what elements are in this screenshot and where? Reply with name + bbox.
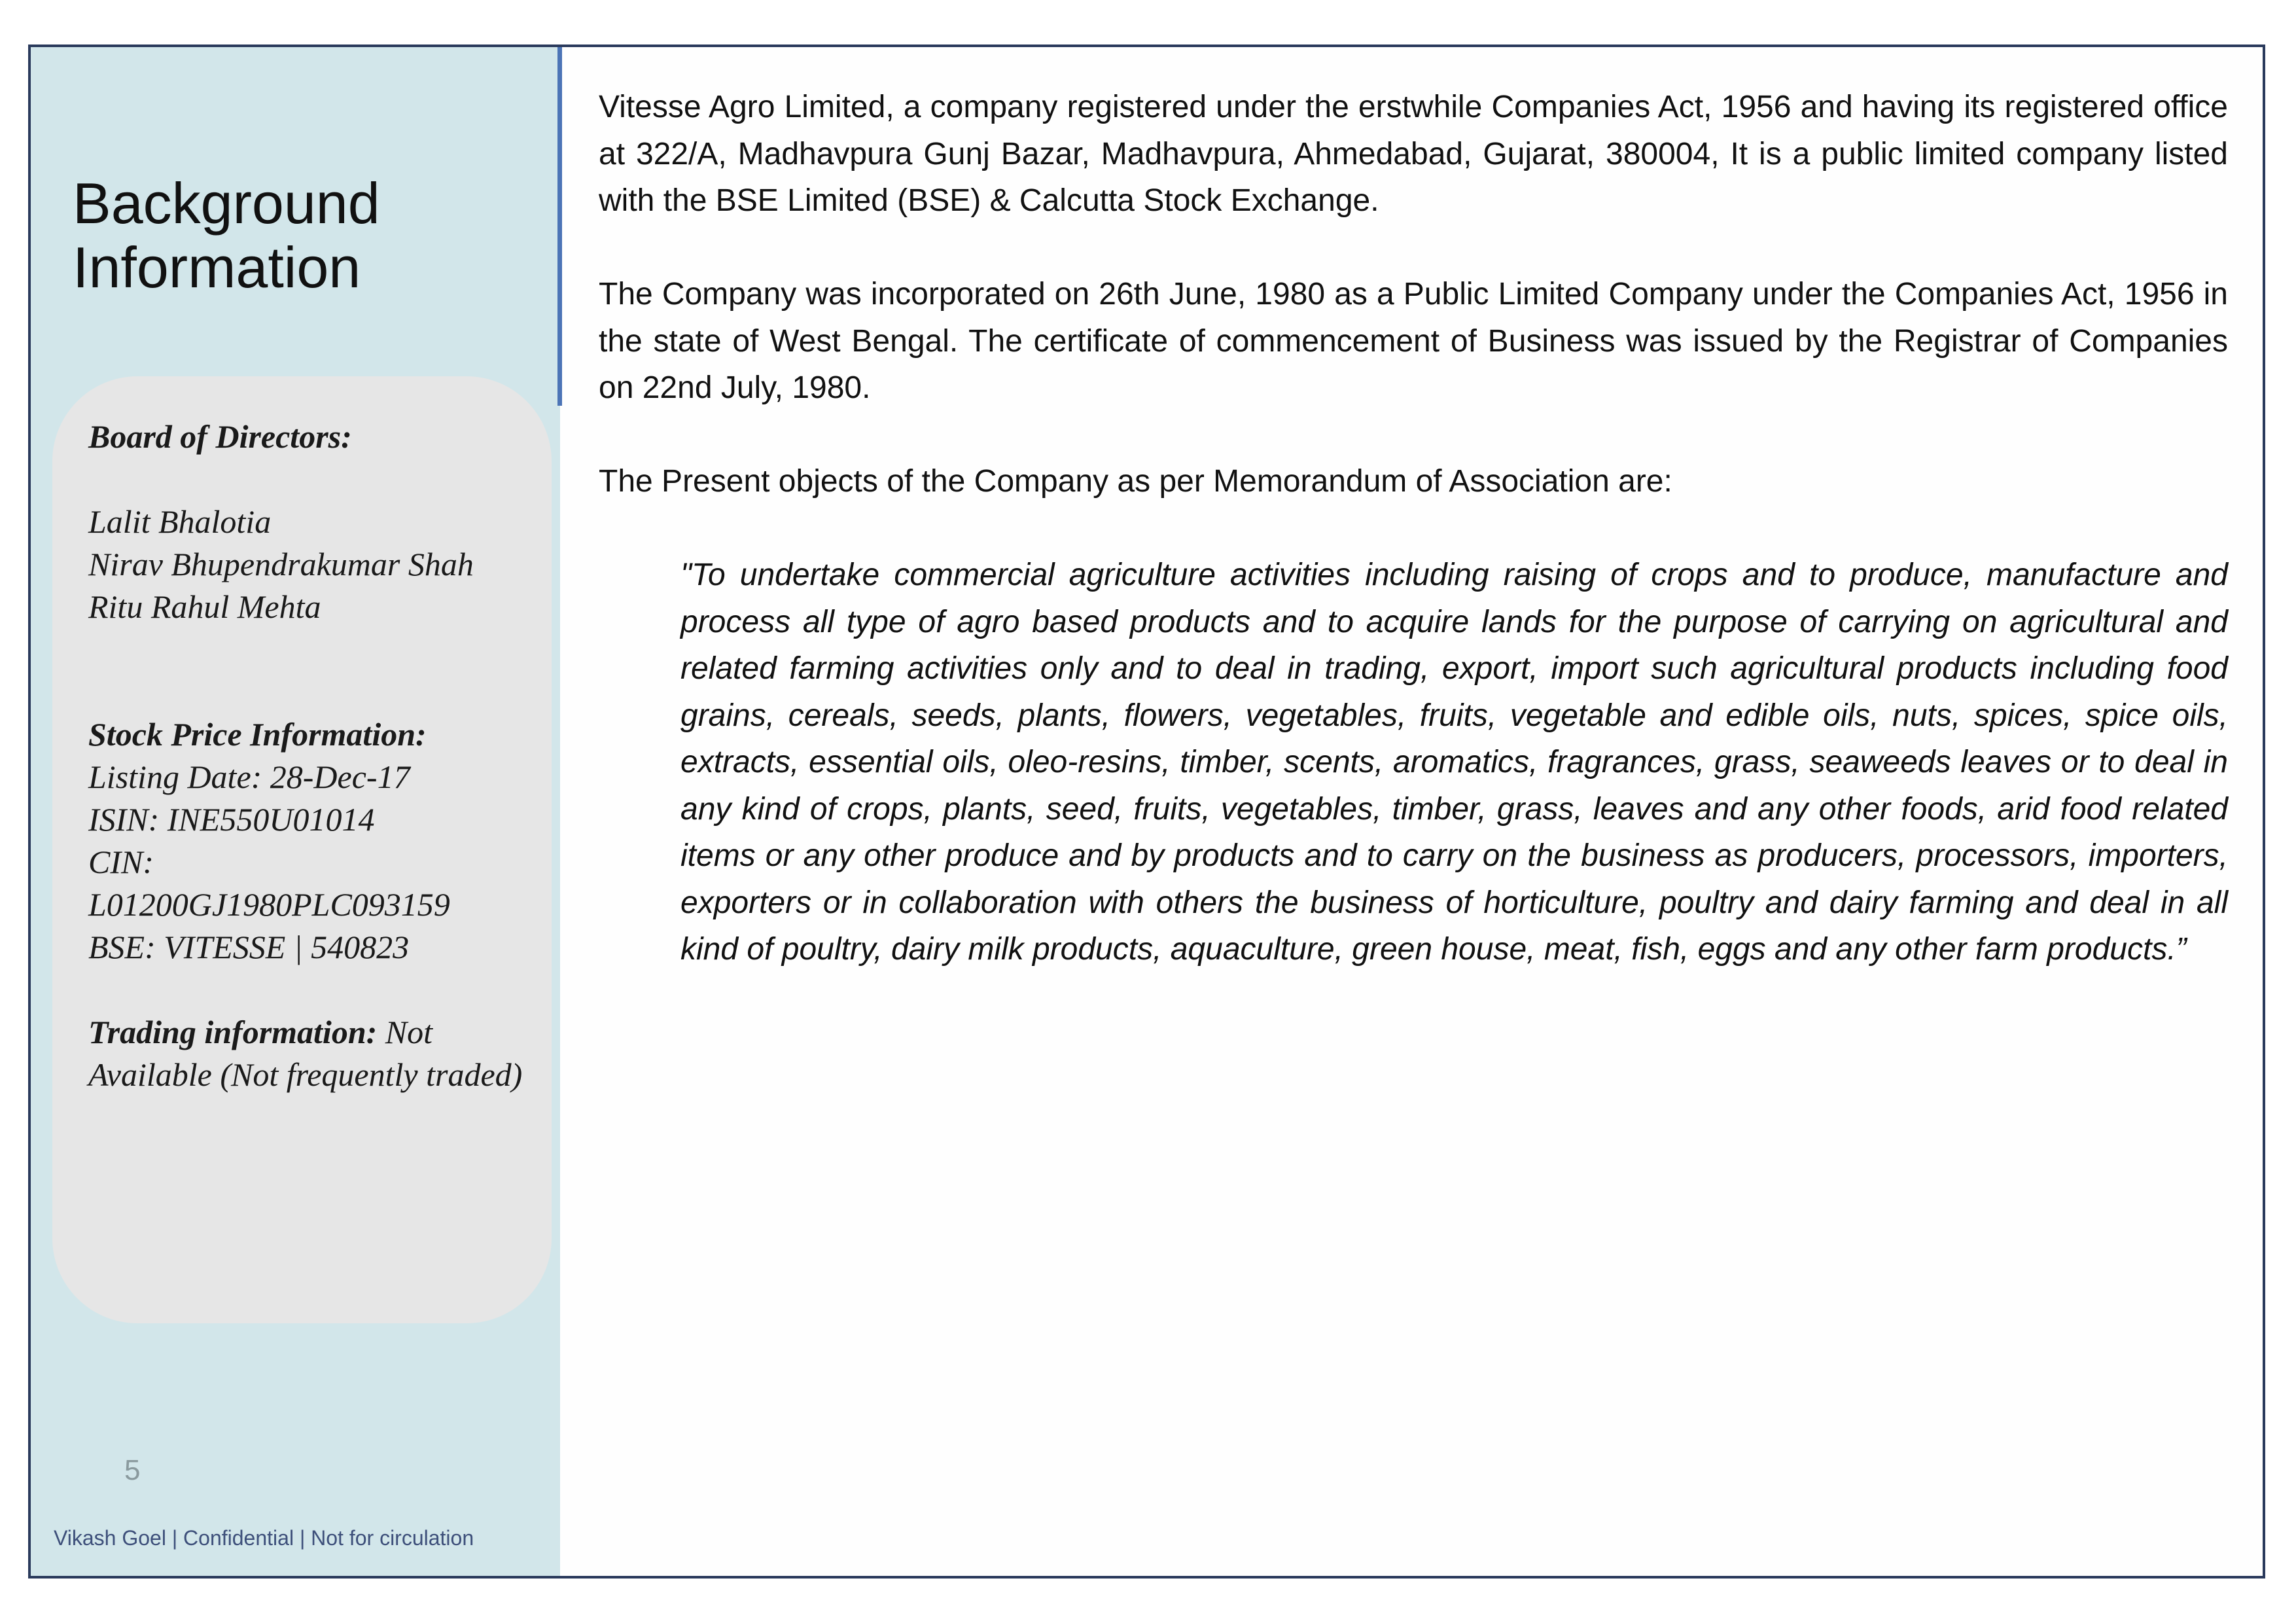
trading-value: Not Available (Not frequently traded) [88, 1014, 523, 1093]
footer-note: Vikash Goel | Confidential | Not for circulation [54, 1526, 474, 1550]
objects-intro: The Present objects of the Company as per Memorandum of Association are: [599, 464, 1672, 499]
page-number: 5 [124, 1454, 141, 1486]
section-title: Background Information [73, 171, 380, 300]
board-member: Nirav Bhupendrakumar Shah [88, 546, 474, 582]
intro-paragraph: Vitesse Agro Limited, a company registered under the erstwhile Companies Act, 1956 and having its registered office at 322/A, Madhavpura Gunj Bazar, Madhavpura, Ahmedabad, Gujarat, 380004, It is a public limited company listed with the BSE Limited (BSE) & Calcutta Stock Exchange. [599, 90, 2228, 218]
stock-heading: Stock Price Information: [88, 716, 427, 753]
objects-quote: "To undertake commercial agriculture activities including raising of crops and to produce, manufacture and process all type of agro based products and to acquire lands for the purpose of carrying on agricultural and related farming activities only and to deal in trading, export, import such agricultural products including food grains, cereals, seeds, plants, flowers, vegetables, fruits, vegetable and edible oils, nuts, spices, spice oils, extracts, essential oils, oleo-resins, timber, scents, aromatics, fragrances, grass, seaweeds leaves or to deal in any kind of crops, plants, seed, fruits, vegetables, timber, grass, leaves and any other foods, arid food related items or any other produce and by products and to carry on the business as producers, processors, importers, exporters or in collaboration with others the business of horticulture, poultry and dairy farming and deal in all kind of poultry, dairy milk products, aquaculture, green house, meat, fish, eggs and any other farm products.” [680, 558, 2228, 967]
board-heading: Board of Directors: [88, 418, 352, 455]
page-frame [28, 45, 2265, 1578]
incorporation-paragraph: The Company was incorporated on 26th June, 1980 as a Public Limited Company under the Companies Act, 1956 in the state of West Bengal. The certificate of commencement of Business was issued by the Registrar of Companies on 22nd July, 1980. [599, 277, 2228, 405]
trading-info [88, 1011, 532, 1096]
cin-value: L01200GJ1980PLC093159 [88, 886, 450, 923]
board-member: Lalit Bhalotia [88, 503, 272, 540]
listing-date: Listing Date: 28-Dec-17 [88, 758, 410, 795]
trading-label: Trading information: [88, 1014, 378, 1050]
divider-accent [557, 47, 562, 406]
sidebar [31, 47, 560, 1576]
main-content [599, 84, 2228, 1020]
board-member: Ritu Rahul Mehta [88, 588, 321, 625]
cin-label: CIN: [88, 844, 154, 880]
info-card [52, 376, 552, 1323]
isin: ISIN: INE550U01014 [88, 801, 375, 838]
bse-code: BSE: VITESSE | 540823 [88, 929, 410, 965]
